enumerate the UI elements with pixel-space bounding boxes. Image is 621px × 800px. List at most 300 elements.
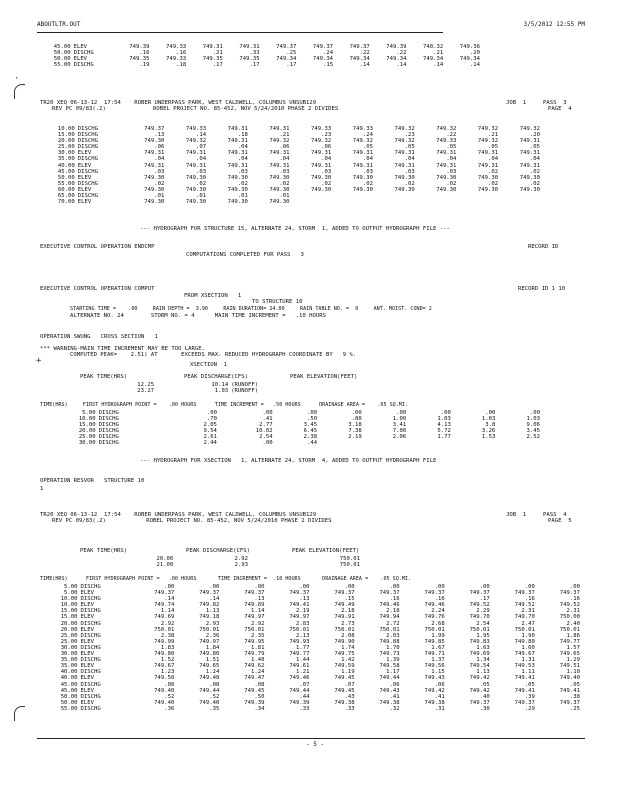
table-cell: 750.01 — [334, 626, 355, 633]
table-cell: 5.00 — [82, 410, 96, 416]
table-cell: 750.01 — [289, 626, 310, 633]
table-cell: .00 — [434, 584, 445, 590]
table-cell: 749.40 — [559, 675, 580, 682]
table-cell: 1.03 — [481, 416, 496, 423]
table-cell: 5.72 — [437, 428, 451, 435]
table-cell: .05 — [479, 681, 490, 688]
table-cell: 749.34 — [459, 56, 480, 63]
table-cell: 45.00 — [53, 44, 71, 50]
table-cell: DISCHG — [98, 416, 119, 423]
table-cell: 1.23 — [160, 669, 175, 676]
resvor-title: OPERATION RESVOR STRUCTURE 10 — [40, 478, 145, 484]
table-cell: 749.36 — [459, 44, 480, 50]
table-cell: 10.00 — [60, 602, 78, 609]
table-cell: .36 — [164, 705, 175, 712]
table-cell: ELEV — [73, 44, 88, 50]
table-cell: .04 — [446, 156, 457, 163]
print-timestamp: 3/5/2012 12:55 PM — [523, 21, 585, 28]
table-cell: 50.00 — [60, 693, 78, 700]
table-cell: 749.40 — [154, 699, 175, 706]
table-cell: 2.93 — [234, 562, 248, 569]
table-cell: .05 — [529, 144, 540, 151]
table-cell: DISCHG — [77, 132, 98, 139]
table-cell: .00 — [254, 584, 265, 590]
table-cell: 749.34 — [386, 56, 407, 63]
table-cell: ELEV — [80, 651, 95, 658]
table-cell: 2.18 — [341, 608, 355, 615]
table-cell: 749.95 — [244, 638, 265, 645]
table-cell: 749.74 — [154, 602, 175, 609]
table-cell: DISCHG — [98, 428, 119, 435]
table-cell: .14 — [433, 62, 444, 69]
table-cell: 749.85 — [424, 638, 445, 645]
table-cell: 2.35 — [250, 632, 265, 639]
table-cell — [331, 199, 373, 205]
table-cell: 749.31 — [202, 44, 223, 50]
table-cell: 1.95 — [476, 632, 490, 639]
table-cell: 749.38 — [379, 699, 400, 706]
table-cell: .00 — [524, 584, 535, 590]
table-cell: DISCHG — [80, 657, 101, 664]
table-cell: 65.00 — [57, 193, 75, 200]
table-cell: 30.00 — [57, 150, 75, 157]
table-cell: 750.01 — [514, 626, 535, 633]
table-cell: .00 — [262, 440, 273, 447]
table-cell: 1.67 — [431, 644, 445, 651]
table-cell: 30.00 — [60, 651, 78, 658]
page-number: - 5 - — [306, 741, 325, 748]
table-cell: .00 — [479, 584, 490, 590]
s2-time-header: TIME(HRS) FIRST HYDROGRAPH POINT = .00 HOURS TIME INCREMENT = .10 HOURS DRAINAGE AREA = .05 SQ.MI. — [40, 576, 412, 582]
table-cell: 4.13 — [437, 422, 451, 429]
table-cell: .50 — [307, 416, 318, 423]
exec-comput-record: RECORD ID 1 10 — [518, 286, 566, 292]
table-cell: 1.63 — [476, 644, 490, 651]
table-cell: .04 — [488, 156, 499, 163]
table-cell: 749.32 — [477, 126, 499, 132]
table-cell: .02 — [488, 168, 499, 175]
table-cell: 749.37 — [559, 699, 580, 706]
table-cell: 15.00 — [57, 132, 75, 139]
table-cell: 749.37 — [312, 44, 334, 50]
table-cell: 749.32 — [519, 126, 540, 132]
table-cell: .04 — [237, 144, 248, 151]
table-cell: 749.83 — [469, 638, 490, 645]
table-cell: (RUNOFF) — [231, 388, 259, 395]
table-cell: 749.31 — [436, 162, 457, 169]
table-cell: 749.45 — [334, 675, 355, 682]
table-cell: 1.10 — [566, 669, 580, 676]
table-cell: .14 — [396, 62, 407, 69]
table-cell: .20 — [469, 50, 480, 57]
table-cell: 749.70 — [514, 614, 535, 621]
table-cell: 40.00 — [60, 669, 78, 676]
table-cell: .00 — [569, 584, 580, 590]
table-cell: 2.19 — [296, 608, 310, 615]
table-cell: .17 — [479, 596, 490, 603]
table-cell: .16 — [434, 596, 445, 603]
table-cell: 749.44 — [199, 687, 220, 694]
table-cell: .00 — [164, 584, 175, 590]
table-cell: 1.60 — [521, 644, 535, 651]
table-cell: .03 — [404, 168, 415, 175]
table-cell: 749.32 — [477, 138, 499, 145]
table-cell: 2.19 — [348, 434, 362, 441]
table-cell: .00 — [206, 410, 217, 416]
table-cell: ELEV — [80, 638, 95, 645]
table-cell: 749.62 — [244, 663, 265, 670]
table-cell: 1.99 — [431, 632, 445, 639]
table-cell: .22 — [359, 50, 370, 57]
table-cell: 1.31 — [521, 657, 535, 664]
table-cell: 60.00 — [57, 186, 75, 193]
exec-endcmp-record: RECORD ID — [528, 244, 559, 250]
table-cell: 1.03 — [214, 388, 229, 395]
table-cell: 749.32 — [394, 126, 415, 132]
table-cell: 10.00 — [60, 596, 78, 603]
table-cell: 749.31 — [436, 150, 457, 157]
table-cell: .52 — [164, 693, 175, 700]
table-cell: 55.00 — [53, 62, 71, 69]
table-cell: 749.45 — [244, 687, 265, 694]
table-cell: 749.32 — [352, 138, 373, 145]
table-cell: 749.30 — [144, 174, 165, 181]
table-cell: 749.30 — [477, 174, 499, 181]
compute-line-b: ALTERNATE NO. 24 STORM NO. = 4 MAIN TIME INCREMENT = .10 HOURS — [70, 313, 326, 319]
table-cell: 749.37 — [424, 590, 445, 597]
table-cell: DISCHG — [77, 156, 98, 163]
table-row — [40, 706, 580, 712]
table-cell: 2.54 — [476, 620, 490, 627]
table-cell: 749.31 — [311, 162, 332, 169]
table-cell: .44 — [307, 440, 318, 447]
table-cell: 750.01 — [424, 626, 445, 633]
table-cell: 749.31 — [519, 138, 540, 145]
table-cell: 50.00 — [57, 174, 75, 181]
job2-line-2: REV PC 09/83(.2) ROBEL PROJECT NO. 85-452, NOV 5/24/2010 PHASE 2 DIVIDES — [52, 518, 332, 524]
table-cell: (RUNOFF) — [231, 382, 259, 388]
table-cell: 749.30 — [436, 186, 457, 193]
table-cell: .04 — [237, 156, 248, 163]
table-cell: 750.01 — [469, 626, 490, 633]
table-cell: .23 — [404, 132, 415, 139]
table-cell: 25.00 — [57, 144, 75, 151]
xsection-hydrograph-table — [40, 410, 540, 447]
table-cell: 20.00 — [156, 556, 174, 562]
table-cell: 2.73 — [341, 620, 355, 627]
table-cell: 749.31 — [227, 150, 248, 157]
table-cell: 1.70 — [386, 644, 400, 651]
table-cell: .41 — [434, 693, 445, 700]
table-cell: 3.45 — [526, 428, 540, 435]
table-cell: 749.31 — [519, 150, 540, 157]
table-cell: 21.00 — [156, 562, 174, 569]
table-cell: 2.05 — [203, 422, 217, 429]
table-cell: 749.65 — [199, 663, 220, 670]
table-cell: 749.70 — [469, 614, 490, 621]
table-cell: .03 — [446, 168, 457, 175]
table-cell: .70 — [206, 416, 217, 423]
table-cell: .00 — [351, 410, 362, 416]
table-cell: .02 — [446, 180, 457, 187]
table-cell: 1.17 — [386, 669, 400, 676]
table-cell: 749.32 — [394, 138, 415, 145]
peak-discharge-header: PEAK DISCHARGE(CFS) — [184, 374, 248, 380]
table-cell: 5.00 — [64, 584, 78, 590]
table-cell: 749.31 — [352, 150, 373, 157]
table-cell: .34 — [254, 705, 265, 712]
table-cell: .32 — [389, 705, 400, 712]
table-cell: 749.37 — [199, 590, 220, 597]
table-cell: ELEV — [80, 590, 95, 597]
table-cell: 749.30 — [227, 186, 248, 193]
table-cell: 749.79 — [244, 651, 265, 658]
table-cell: DISCHG — [80, 693, 101, 700]
table-cell: 2.38 — [160, 632, 175, 639]
table-cell: .00 — [396, 410, 407, 416]
table-row — [40, 440, 540, 446]
table-cell: ELEV — [80, 602, 95, 609]
job2-pass: JOB 1 PASS 4 — [506, 512, 567, 518]
table-cell: 749.32 — [269, 138, 290, 145]
table-cell: 749.33 — [185, 126, 207, 132]
table-cell: 749.37 — [154, 590, 175, 597]
table-cell: .06 — [154, 144, 165, 151]
s2-peak-table — [80, 556, 360, 568]
s2-peak-time-header: PEAK TIME(HRS) — [80, 548, 128, 554]
table-cell: 2.52 — [526, 434, 540, 441]
job-line-2: REV PC 09/83(.2) ROBEL PROJECT NO. 85-452, NOV 5/24/2010 PHASE 2 DIVIDES — [52, 106, 339, 112]
table-cell — [362, 440, 407, 446]
table-cell: .13 — [299, 596, 310, 603]
table-cell: 749.38 — [334, 699, 355, 706]
table-cell: ELEV — [77, 174, 92, 181]
table-cell: DISCHG — [80, 584, 101, 590]
table-cell: 750.01 — [244, 626, 265, 633]
table-cell: 749.52 — [514, 602, 535, 609]
table-cell: 30.00 — [60, 644, 78, 651]
table-cell: 749.37 — [514, 590, 535, 597]
table-cell: ELEV — [80, 687, 95, 694]
table-cell: 3.26 — [481, 428, 496, 435]
warning-line-2: COMPUTED PEAK= 2.51) AT EXCEEDS MAX. REDUCED HYDROGRAPH COORDINATE BY 9 %. — [70, 352, 357, 358]
table-cell: 5.00 — [64, 590, 78, 597]
table-cell: 749.34 — [423, 56, 444, 63]
table-cell: .00 — [299, 584, 310, 590]
table-cell: 25.00 — [60, 638, 78, 645]
table-cell: 749.65 — [559, 651, 580, 658]
table-cell: 749.43 — [379, 687, 400, 694]
table-cell: 749.37 — [349, 44, 370, 50]
table-cell: .18 — [237, 132, 248, 139]
table-cell: .33 — [299, 705, 310, 712]
table-cell: .13 — [154, 132, 165, 139]
table-cell: ELEV — [77, 162, 92, 169]
margin-bracket — [14, 84, 25, 99]
table-cell: 749.99 — [154, 638, 175, 645]
table-cell: .14 — [196, 132, 207, 139]
table-cell: 749.76 — [424, 614, 445, 621]
table-cell: 2.93 — [205, 620, 220, 627]
table-cell: .07 — [344, 681, 355, 688]
header-rule — [37, 32, 443, 33]
table-cell: 749.37 — [144, 126, 165, 132]
table-cell: .21 — [433, 50, 444, 57]
table-cell: 25.00 — [60, 632, 78, 639]
table-cell: 749.34 — [276, 56, 297, 63]
table-cell: .04 — [362, 156, 373, 163]
table-cell: 1.57 — [566, 644, 580, 651]
table-cell: ELEV — [80, 663, 95, 670]
table-cell: 749.41 — [514, 687, 535, 694]
job-pass: JOB 1 PASS 3 — [506, 100, 567, 106]
computations-complete: COMPUTATIONS COMPLETED FOR PASS 3 — [186, 252, 304, 258]
table-cell: 1.03 — [437, 416, 451, 423]
table-cell: DISCHG — [73, 50, 94, 57]
table-cell: .01 — [196, 193, 207, 200]
table-cell: 10.00 — [57, 126, 75, 132]
table-cell: 749.30 — [227, 174, 248, 181]
table-cell: .14 — [209, 596, 220, 603]
table-cell: DISCHG — [80, 705, 101, 712]
table-cell: 1.37 — [431, 657, 445, 664]
table-cell: .00 — [209, 584, 220, 590]
to-structure: TO STRUCTURE 10 — [252, 299, 303, 305]
exec-comput-title: EXECUTIVE CONTROL OPERATION COMPUT — [40, 286, 155, 292]
table-cell: 9.06 — [526, 422, 540, 429]
table-cell: .40 — [479, 693, 490, 700]
table-cell: 9.54 — [203, 428, 217, 435]
table-cell: 749.42 — [469, 675, 490, 682]
table-cell: DISCHG — [80, 596, 101, 603]
table-cell: 749.31 — [227, 126, 248, 132]
table-cell: .02 — [488, 180, 499, 187]
table-cell: .06 — [321, 144, 332, 151]
table-cell: .00 — [440, 410, 451, 416]
table-cell: .02 — [154, 180, 165, 187]
table-cell: .00 — [389, 584, 400, 590]
table-cell: .00 — [307, 410, 318, 416]
table-cell: DISCHG — [80, 681, 101, 688]
table-cell: .16 — [524, 596, 535, 603]
table-cell: .02 — [321, 180, 332, 187]
table-cell: 749.37 — [289, 590, 310, 597]
table-cell: 749.31 — [477, 162, 499, 169]
table-cell: 749.43 — [424, 675, 445, 682]
table-cell: 1.81 — [250, 644, 265, 651]
footer — [37, 738, 585, 739]
table-cell: .07 — [299, 681, 310, 688]
table-cell: DISCHG — [80, 644, 101, 651]
table-cell: 749.30 — [394, 174, 415, 181]
table-cell: 749.45 — [334, 687, 355, 694]
table-cell: 2.92 — [234, 556, 248, 562]
table-cell — [498, 199, 540, 205]
table-cell: 749.39 — [386, 44, 407, 50]
table-cell: 2.44 — [203, 440, 217, 447]
table-cell: 35.00 — [57, 156, 75, 163]
section1-end-line: --- HYDROGRAPH FOR STRUCTURE 15, ALTERNATE 24, STORM 1, ADDED TO OUTPUT HYDROGRAPH FILE --- — [140, 226, 450, 232]
table-cell: ELEV — [80, 614, 95, 621]
table-cell: 1.03 — [526, 416, 540, 423]
section2-hydrograph-table — [40, 584, 580, 712]
job-line-1: TR20 XEQ 06-13-12 17:54 ROBER UNDERPASS PARK, WEST CALDWELL, COLUMBUS UNSUB129 — [40, 100, 317, 106]
table-cell: 50.00 — [53, 50, 71, 57]
table-cell: .06 — [389, 681, 400, 688]
table-row — [40, 199, 540, 205]
table-cell: 749.39 — [129, 44, 150, 50]
table-cell — [456, 199, 498, 205]
table-cell: 749.46 — [379, 602, 400, 609]
table-cell: 749.31 — [269, 150, 290, 157]
table-cell: .21 — [212, 50, 223, 57]
table-cell: 45.00 — [60, 681, 78, 688]
table-cell: .03 — [237, 168, 248, 175]
table-cell: 749.44 — [289, 687, 310, 694]
table-cell: .23 — [321, 132, 332, 139]
table-cell: .18 — [176, 62, 187, 69]
table-cell: 749.31 — [352, 162, 373, 169]
table-cell: ELEV — [77, 150, 92, 157]
top-hydrograph-table — [40, 44, 480, 68]
table-cell: 749.30 — [352, 186, 373, 193]
table-cell: 749.31 — [269, 162, 290, 169]
table-cell: 749.46 — [424, 602, 445, 609]
table-cell: 1.14 — [250, 608, 265, 615]
table-cell: 749.97 — [199, 638, 220, 645]
table-cell: 749.30 — [185, 174, 207, 181]
table-cell: 1.86 — [566, 632, 580, 639]
table-cell: .02 — [237, 180, 248, 187]
table-cell: 749.37 — [379, 590, 400, 597]
table-row — [40, 62, 480, 68]
table-cell: 1.24 — [205, 669, 220, 676]
table-cell: 749.31 — [185, 150, 207, 157]
table-cell: 45.00 — [57, 168, 75, 175]
table-cell: .05 — [524, 681, 535, 688]
table-cell: DISCHG — [77, 126, 98, 132]
table-cell: 2.31 — [521, 608, 535, 615]
table-cell: .19 — [139, 62, 150, 69]
table-cell: 749.67 — [154, 663, 175, 670]
table-cell: 749.41 — [289, 602, 310, 609]
table-cell: 749.30 — [144, 199, 165, 206]
table-cell: 749.31 — [144, 162, 165, 169]
table-cell: 7.38 — [348, 428, 362, 435]
table-cell: 749.37 — [469, 590, 490, 597]
table-cell: 749.30 — [227, 199, 248, 206]
table-cell: 55.00 — [57, 180, 75, 187]
table-cell: 749.90 — [334, 638, 355, 645]
table-cell: .02 — [196, 180, 207, 187]
table-cell — [290, 199, 332, 205]
table-cell: 749.52 — [559, 602, 580, 609]
xsection-title: OPERATION SWUNG CROSS SECTION 1 — [40, 334, 158, 340]
table-cell: .15 — [322, 62, 334, 69]
table-cell: .00 — [262, 410, 273, 416]
table-cell: .00 — [344, 584, 355, 590]
table-cell: 749.32 — [436, 126, 457, 132]
table-cell: 2.72 — [386, 620, 400, 627]
table-cell: .24 — [362, 132, 373, 139]
margin-plus: + — [36, 356, 42, 366]
table-cell: 3.45 — [303, 422, 318, 429]
page-ref: PAGE 4 — [548, 106, 572, 112]
table-cell: 749.53 — [514, 663, 535, 670]
exec-endcmp-title: EXECUTIVE CONTROL OPERATION ENDCMP — [40, 244, 155, 250]
table-cell: 2.92 — [250, 620, 265, 627]
table-cell: .17 — [249, 62, 260, 69]
